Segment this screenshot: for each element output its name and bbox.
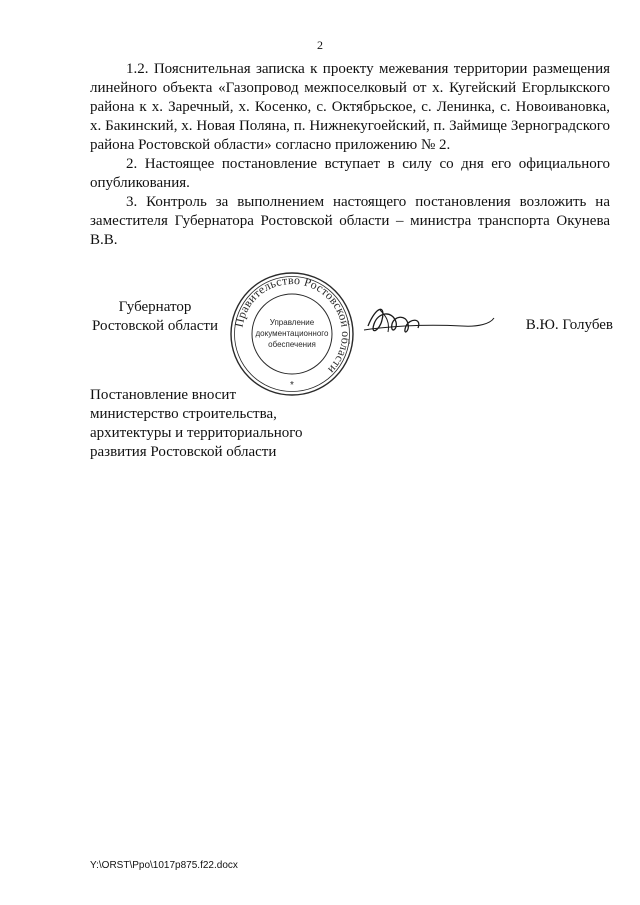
handwritten-signature — [362, 296, 498, 344]
official-seal — [228, 270, 356, 398]
seal-center-line2: документационного — [255, 329, 329, 338]
note-line: Постановление вносит — [90, 387, 237, 403]
file-path-footer: Y:\ORST\Ppo\1017p875.f22.docx — [90, 860, 238, 871]
signatory-title-line2: Ростовской области — [92, 318, 218, 334]
paragraph-3: 3. Контроль за выполнением настоящего постановления возложить на заместителя Губернатора Ростовской области – министра транспорта Окунева В.В. — [90, 194, 610, 248]
seal-star: * — [290, 380, 294, 391]
seal-ring-text: Правительство Ростовской области — [231, 272, 354, 377]
signatory-title-line1: Губернатор — [118, 299, 192, 315]
submission-note — [90, 386, 350, 462]
note-line: архитектуры и территориального — [90, 425, 303, 441]
document-body — [90, 60, 610, 250]
signatory-title — [90, 298, 220, 336]
note-line: министерство строительства, — [90, 406, 277, 422]
signatory-name: В.Ю. Голубев — [525, 317, 613, 333]
paragraph-2: 2. Настоящее постановление вступает в силу со дня его официального опубликования. — [90, 156, 610, 191]
paragraph-1-2: 1.2. Пояснительная записка к проекту межевания территории размещения линейного объекта «Газопровод межпоселковый от х. Кугейский Егорлыкского района к х. Заречный, х. Косенко, с. Октябрьское, с. Ленинка, с. Новоивановка, х. Бакинский, х. Новая Поляна, п. Нижнекугоейский, п. Займище Зерноградского района Ростовской области» согласно приложению № 2. — [90, 61, 610, 153]
note-line: развития Ростовской области — [90, 444, 277, 460]
page-number: 2 — [317, 38, 323, 52]
seal-center-line3: обеспечения — [268, 340, 316, 349]
seal-center-line1: Управление — [269, 318, 315, 327]
